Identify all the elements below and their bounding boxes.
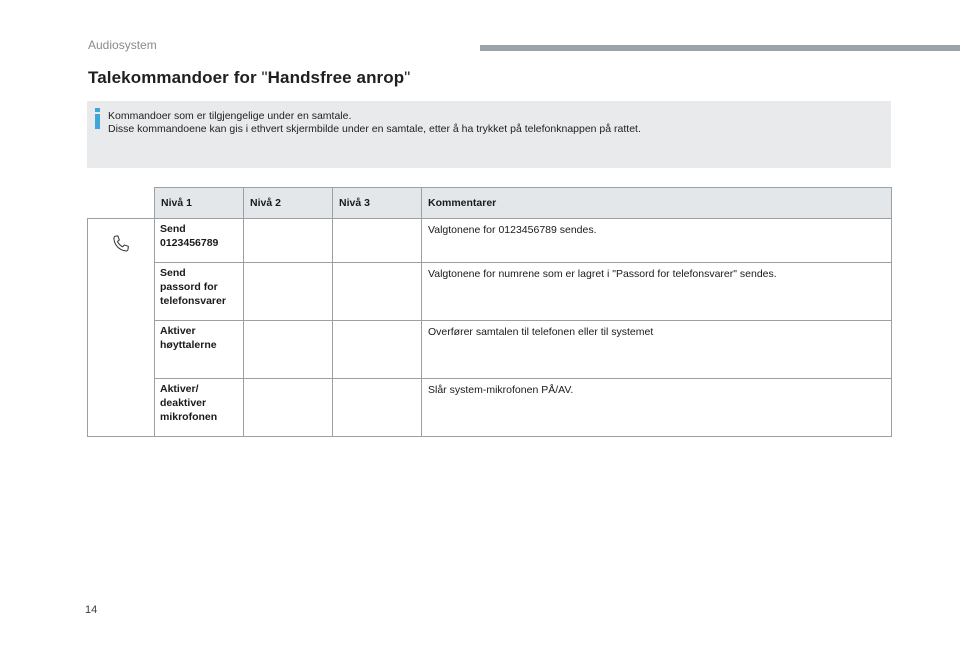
level-2-cell [244,321,333,379]
header-bar [480,45,960,51]
level-3-cell [333,379,422,437]
page-title [88,68,410,88]
info-text [108,110,641,136]
level-1-cell: Aktiver høyttalerne [155,321,244,379]
comment-cell: Valgtonene for 0123456789 sendes. [422,219,892,263]
level-3-cell [333,321,422,379]
title-emphasis: Handsfree anrop [267,68,405,87]
comment-cell: Slår system-mikrofonen PÅ/AV. [422,379,892,437]
level-2-cell [244,263,333,321]
level-1-cell: Send passord for telefonsvarer [155,263,244,321]
table-row [88,379,892,437]
comment-cell: Overfører samtalen til telefonen eller til systemet [422,321,892,379]
table-header-row [88,188,892,219]
info-box [87,101,891,168]
section-label: Audiosystem [88,38,157,52]
level-2-cell [244,379,333,437]
level-1-cell: Send 0123456789 [155,219,244,263]
table-row [88,321,892,379]
header-level-2: Nivå 2 [244,188,333,219]
title-quote-open: " [261,68,268,87]
level-3-cell [333,219,422,263]
header-comments: Kommentarer [422,188,892,219]
level-3-cell [333,263,422,321]
level-1-cell: Aktiver/ deaktiver mikrofonen [155,379,244,437]
header-level-3: Nivå 3 [333,188,422,219]
header-blank-cell [88,188,155,219]
icon-cell [88,219,155,437]
page-number: 14 [85,604,98,616]
info-line-1: Kommandoer som er tilgjengelige under en samtale. [108,110,352,122]
phone-handset-icon [110,233,132,258]
info-icon [93,108,103,128]
table-row [88,219,892,263]
comment-cell: Valgtonene for numrene som er lagret i "Passord for telefonsvarer" sendes. [422,263,892,321]
info-line-2: Disse kommandoene kan gis i ethvert skjermbilde under en samtale, etter å ha trykket på telefonknappen på rattet. [108,123,641,135]
level-2-cell [244,219,333,263]
table-row [88,263,892,321]
title-main: Talekommandoer for [88,68,262,87]
commands-table [87,187,892,437]
title-quote-close: " [404,68,411,87]
header-level-1: Nivå 1 [155,188,244,219]
